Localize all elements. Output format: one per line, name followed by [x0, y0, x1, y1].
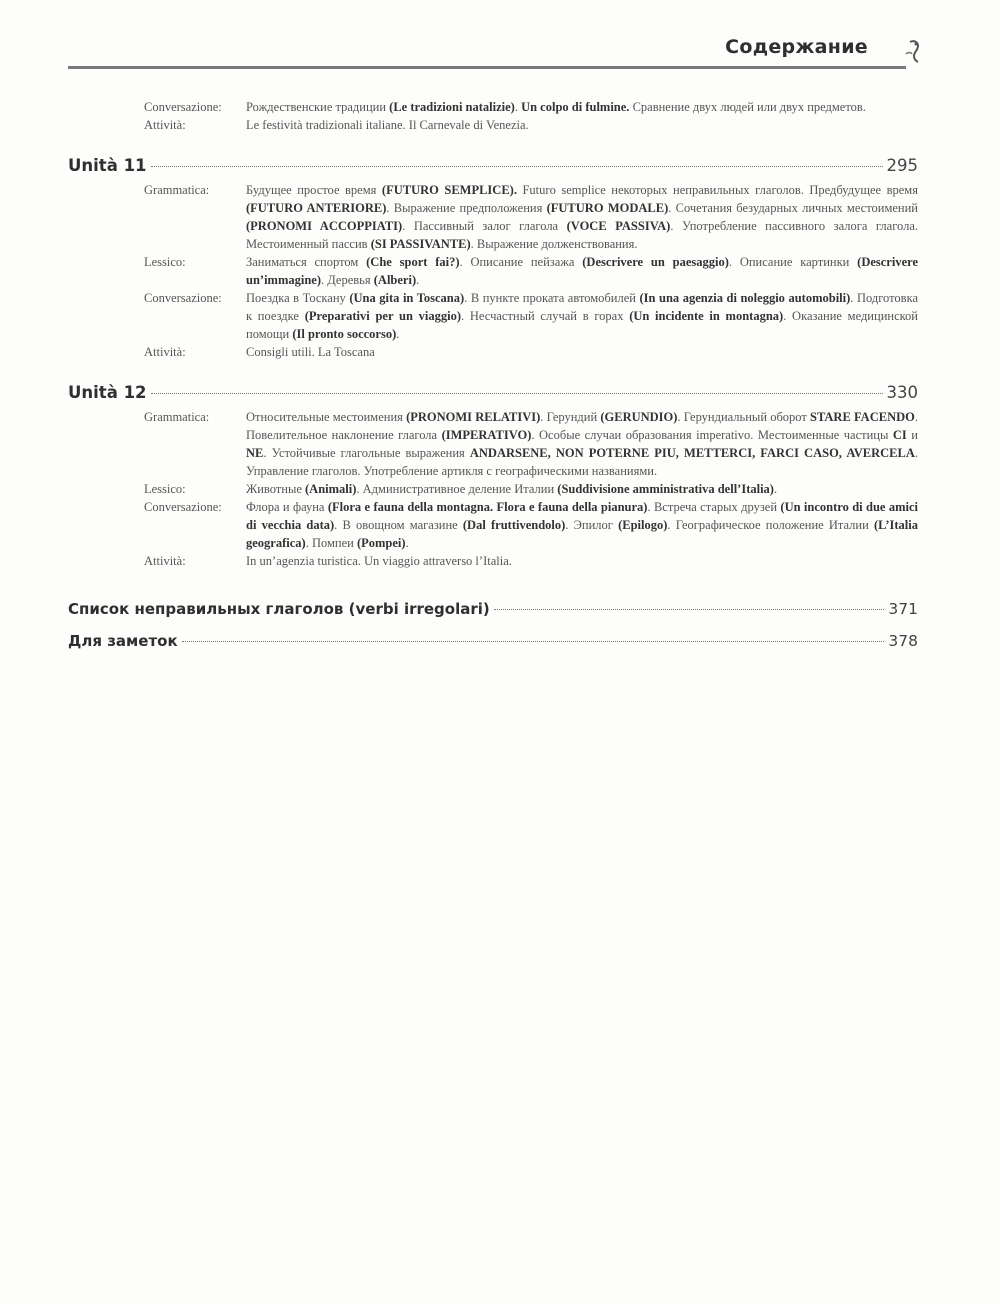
- unit-block: [68, 156, 918, 361]
- header-rule: [68, 66, 906, 69]
- entry-text: [246, 480, 918, 498]
- text-segment: . Употребление пассивного залога глагола. Местоименный пассив: [246, 219, 919, 251]
- entry-label: Grammatica:: [144, 183, 210, 197]
- bold-term: (Epilogo): [618, 518, 668, 532]
- dot-leader: [182, 641, 885, 642]
- page-header: [68, 34, 930, 70]
- entry-label: Lessico:: [144, 255, 186, 269]
- bold-term: (Flora e fauna della montagna. Flora e fauna della pianura): [327, 500, 648, 514]
- text-segment: . Описание картинки: [728, 255, 858, 269]
- text-segment: . Встреча старых друзей: [647, 500, 781, 514]
- entry-text: [246, 498, 918, 552]
- text-segment: . Выражение долженствования.: [470, 237, 638, 251]
- bold-term: (Alberi): [373, 273, 417, 287]
- bold-term: (GERUNDIO): [600, 410, 678, 424]
- dot-leader: [151, 393, 883, 394]
- text-segment: .: [773, 482, 778, 496]
- entry-text: [246, 116, 918, 134]
- bold-term: Un colpo di fulmine.: [521, 100, 630, 114]
- text-segment: . Устойчивые глагольные выражения: [263, 446, 470, 460]
- appendix-title: Список неправильных глаголов (verbi irregolari): [68, 600, 490, 618]
- unit-heading[interactable]: [68, 383, 918, 402]
- text-segment: . Герундиальный оборот: [677, 410, 811, 424]
- text-segment: . Подготовка к поездке: [246, 291, 919, 323]
- toc-entry: [68, 181, 918, 253]
- page-title: Содержание: [725, 36, 868, 58]
- entry-text: [246, 98, 918, 116]
- text-segment: Le festività tradizionali italiane. Il Carnevale di Venezia.: [246, 118, 529, 132]
- dot-leader: [494, 609, 885, 610]
- entry-label: Attività:: [144, 345, 186, 359]
- text-segment: . Эпилог: [565, 518, 619, 532]
- bold-term: (PRONOMI ACCOPPIATI): [246, 219, 403, 233]
- toc-entry: [68, 253, 918, 289]
- text-segment: . В овощном магазине: [334, 518, 463, 532]
- entry-text: [246, 181, 918, 253]
- entry-label: Lessico:: [144, 482, 186, 496]
- text-segment: Consigli utili. La Toscana: [246, 345, 375, 359]
- bold-term: CI: [892, 428, 907, 442]
- text-segment: . Выражение предположения: [386, 201, 547, 215]
- unit-page-number: 330: [886, 383, 918, 402]
- toc-entry: [68, 552, 918, 570]
- bold-term: (FUTURO ANTERIORE): [246, 201, 387, 215]
- text-segment: Поездка в Тоскану: [246, 291, 350, 305]
- text-segment: In un’agenzia turistica. Un viaggio attraverso l’Italia.: [246, 554, 512, 568]
- bold-term: (Animali): [305, 482, 357, 496]
- text-segment: . Помпеи: [305, 536, 357, 550]
- units-section: [68, 156, 918, 570]
- bold-term: (SI PASSIVANTE): [370, 237, 471, 251]
- entry-text: [246, 552, 918, 570]
- text-segment: . Сочетания безударных личных местоимений: [668, 201, 918, 215]
- text-segment: . Описание пейзажа: [459, 255, 583, 269]
- entry-label: Conversazione:: [144, 500, 222, 514]
- toc-entry: [68, 343, 918, 361]
- text-segment: . Пассивный залог глагола: [402, 219, 567, 233]
- toc-content: [68, 98, 918, 650]
- bold-term: (Pompei): [356, 536, 406, 550]
- bold-term: (In una agenzia di noleggio automobili): [639, 291, 851, 305]
- entry-label: Conversazione:: [144, 100, 222, 114]
- entry-text: [246, 253, 918, 289]
- text-segment: . Управление глаголов. Употребление артикля с географическими названиями.: [246, 446, 918, 478]
- entry-label: Conversazione:: [144, 291, 222, 305]
- entry-label: Attività:: [144, 118, 186, 132]
- text-segment: Рождественские традиции: [246, 100, 390, 114]
- bold-term: (Descrivere un’immagine): [246, 255, 918, 287]
- bold-term: (L’Italia geografica): [246, 518, 918, 550]
- text-segment: . Оказание медицинской помощи: [246, 309, 918, 341]
- text-segment: . Деревья: [321, 273, 374, 287]
- text-segment: .: [405, 536, 409, 550]
- bold-term: NE: [246, 446, 264, 460]
- bold-term: (Che sport fai?): [366, 255, 460, 269]
- text-segment: . Административное деление Италии: [356, 482, 558, 496]
- appendix-page-number: 371: [888, 600, 918, 618]
- bold-term: (Un incidente in montagna): [629, 309, 784, 323]
- entry-text: [246, 408, 918, 480]
- toc-entry: [68, 408, 918, 480]
- bold-term: (Una gita in Toscana): [349, 291, 465, 305]
- toc-entry: [68, 289, 918, 343]
- text-segment: Futuro semplice некоторых неправильных глаголов. Предбудущее время: [516, 183, 918, 197]
- bold-term: (Dal fruttivendolo): [462, 518, 566, 532]
- toc-entry: [68, 98, 918, 116]
- appendix-title: Для заметок: [68, 632, 178, 650]
- text-segment: Относительные местоимения: [246, 410, 407, 424]
- appendix-entry[interactable]: [68, 600, 918, 618]
- unit-title: Unità 12: [68, 383, 147, 402]
- bold-term: (VOCE PASSIVA): [566, 219, 671, 233]
- text-segment: . Географическое положение Италии: [667, 518, 874, 532]
- bold-term: (Il pronto soccorso): [292, 327, 397, 341]
- toc-entry: [68, 116, 918, 134]
- appendix-entry[interactable]: [68, 632, 918, 650]
- text-segment: Флора и фауна: [246, 500, 328, 514]
- appendix-section: [68, 600, 918, 650]
- text-segment: . Особые случаи образования imperativo. Местоименные частицы: [531, 428, 893, 442]
- text-segment: . Несчастный случай в горах: [461, 309, 630, 323]
- intro-section: [68, 98, 918, 134]
- bold-term: (FUTURO MODALE): [546, 201, 669, 215]
- entry-label: Attività:: [144, 554, 186, 568]
- entry-label: Grammatica:: [144, 410, 210, 424]
- bold-term: STARE FACENDO: [810, 410, 915, 424]
- text-segment: .: [416, 273, 420, 287]
- toc-entry: [68, 498, 918, 552]
- text-segment: Заниматься спортом: [246, 255, 367, 269]
- dot-leader: [151, 166, 883, 167]
- bird-icon: [896, 34, 930, 70]
- text-segment: . В пункте проката автомобилей: [464, 291, 640, 305]
- unit-block: [68, 383, 918, 570]
- text-segment: . Повелительное наклонение глагола: [246, 410, 918, 442]
- text-segment: Сравнение двух людей или двух предметов.: [629, 100, 866, 114]
- bold-term: (Preparativi per un viaggio): [304, 309, 462, 323]
- text-segment: и: [906, 428, 918, 442]
- bold-term: (IMPERATIVO): [441, 428, 532, 442]
- text-segment: . Герундий: [540, 410, 601, 424]
- entry-text: [246, 289, 918, 343]
- entry-text: [246, 343, 918, 361]
- unit-page-number: 295: [886, 156, 918, 175]
- text-segment: Будущее простое время: [246, 183, 382, 197]
- unit-heading[interactable]: [68, 156, 918, 175]
- text-segment: .: [514, 100, 522, 114]
- bold-term: (Suddivisione amministrativa dell’Italia): [557, 482, 774, 496]
- text-segment: Животные: [246, 482, 306, 496]
- appendix-page-number: 378: [888, 632, 918, 650]
- bold-term: (FUTURO SEMPLICE).: [381, 183, 517, 197]
- unit-title: Unità 11: [68, 156, 147, 175]
- bold-term: ANDARSENE, NON POTERNE PIU, METTERCI, FARCI CASO, AVERCELA: [469, 446, 915, 460]
- toc-entry: [68, 480, 918, 498]
- bold-term: (PRONOMI RELATIVI): [406, 410, 541, 424]
- text-segment: .: [396, 327, 400, 341]
- bold-term: (Un incontro di due amici di vecchia data): [246, 500, 918, 532]
- bold-term: (Descrivere un paesaggio): [582, 255, 729, 269]
- bold-term: (Le tradizioni natalizie): [389, 100, 515, 114]
